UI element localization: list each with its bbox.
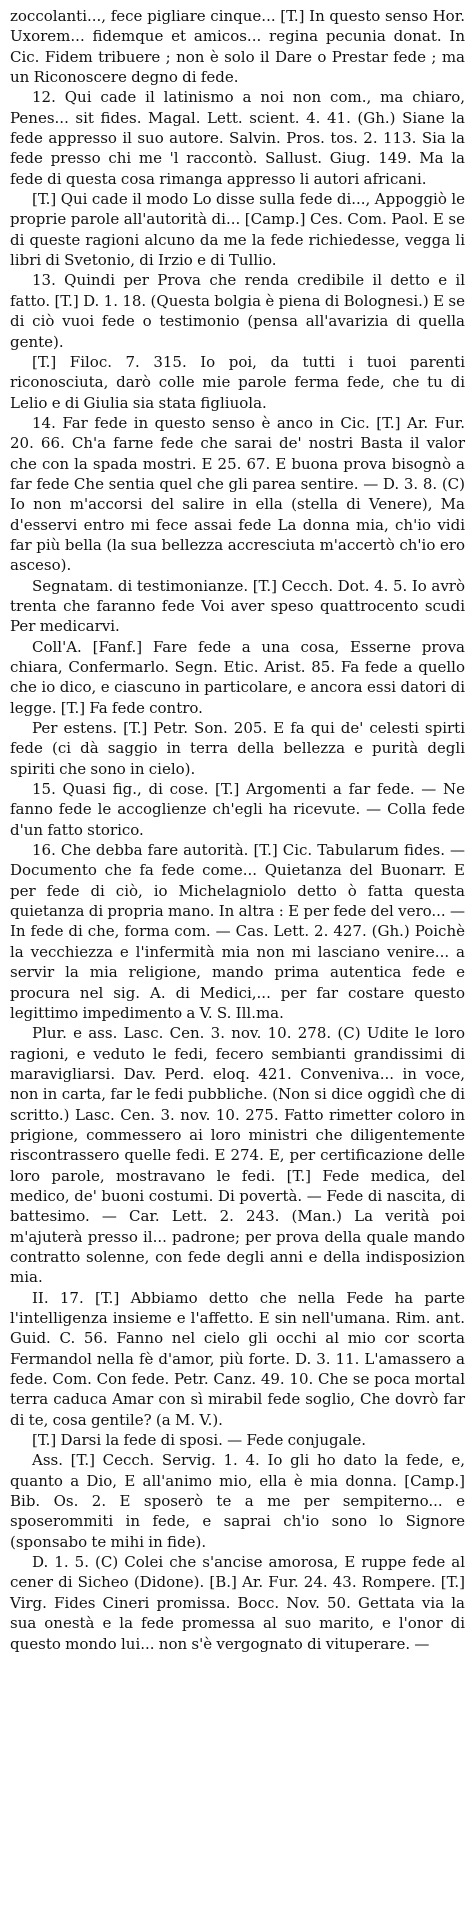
- entry-paragraph: [T.] Qui cade il modo Lo disse sulla fede di..., Appoggiò le proprie parole all'autorità di... [Camp.] Ces. Com. Paol. E se di queste ragioni alcuno da me la fede richiedesse, vegga li libri di Svetonio, di Irzio e di Tullio.: [10, 190, 465, 270]
- dictionary-column: [10, 6, 465, 1654]
- entry-paragraph: Plur. e ass. Lasc. Cen. 3. nov. 10. 278. (C) Udite le loro ragioni, e veduto le fedi, fecero sembianti grandissimi di maravigliarsi. Dav. Perd. eloq. 421. Conveniva... in voce, non in carta, far le fedi pubbliche. (Non si dice oggidì che di scritto.) Lasc. Cen. 3. nov. 10. 275. Fatto rimetter coloro in prigione, commessero ai loro ministri che diligentemente riscontrassero quelle fedi. E 274. E, per certificazione delle loro parole, mostravano le fedi. [T.] Fede medica, del medico, de' buoni costumi. Di povertà. — Fede di nascita, di battesimo. — Car. Lett. 2. 243. (Man.) La verità poi m'ajuterà presso il... padrone; per prova della quale mando contratto solenne, con fede degli anni e della indisposizion mia.: [10, 1024, 465, 1287]
- entry-paragraph: Segnatam. di testimonianze. [T.] Cecch. Dot. 4. 5. Io avrò trenta che faranno fede Voi aver speso quattrocento scudi Per medicarvi.: [10, 576, 465, 636]
- entry-paragraph: D. 1. 5. (C) Colei che s'ancise amorosa, E ruppe fede al cener di Sicheo (Didone). [B.] Ar. Fur. 24. 43. Rompere. [T.] Virg. Fides Cineri promissa. Bocc. Nov. 50. Gettata via la sua onestà e la fede promessa al suo marito, e l'onor di questo mondo lui... non s'è vergognato di vituperare. —: [10, 1553, 465, 1653]
- entry-paragraph: zoccolanti..., fece pigliare cinque... [T.] In questo senso Hor. Uxorem... fidemque et amicos... regina pecunia donat. In Cic. Fidem tribuere ; non è solo il Dare o Prestar fede ; ma un Riconoscere degno di fede.: [10, 7, 465, 87]
- entry-paragraph: 15. Quasi fig., di cose. [T.] Argomenti a far fede. — Ne fanno fede le accoglienze ch'egli ha ricevute. — Colla fede d'un fatto storico.: [10, 780, 465, 839]
- entry-paragraph: II. 17. [T.] Abbiamo detto che nella Fede ha parte l'intelligenza insieme e l'affetto. E sin nell'umana. Rim. ant. Guid. C. 56. Fanno nel cielo gli occhi al mio cor scorta Fermandol nella fè d'amor, più forte. D. 3. 11. L'amassero a fede. Com. Con fede. Petr. Canz. 49. 10. Che se poca mortal terra caduca Amar con sì mirabil fede soglio, Che dovrò far di te, cosa gentile? (a M. V.).: [10, 1288, 465, 1429]
- entry-paragraph: Per estens. [T.] Petr. Son. 205. E fa qui de' celesti spirti fede (ci dà saggio in terra della bellezza e purità degli spiriti che sono in cielo).: [10, 719, 465, 778]
- entry-paragraph: 13. Quindi per Prova che renda credibile il detto e il fatto. [T.] D. 1. 18. (Questa bolgia è piena di Bolognesi.) E se di ciò vuoi fede o testimonio (pensa all'avarizia di quella gente).: [10, 271, 465, 351]
- entry-paragraph: 16. Che debba fare autorità. [T.] Cic. Tabularum fides. — Documento che fa fede come... Quietanza del Buonarr. E per fede di ciò, io Michelagniolo detto ò fatta questa quietanza di propria mano. In altra : E per fede del vero... — In fede di che, forma com. — Cas. Lett. 2. 427. (Gh.) Poichè la vecchiezza e l'infermità mia non mi lasciano venire... a servir la mia religione, mando prima autentica fede e procura nel sig. A. di Medici,... per far costare questo legittimo impedimento a V. S. Ill.ma.: [10, 841, 465, 1022]
- entry-paragraph: Ass. [T.] Cecch. Servig. 1. 4. Io gli ho dato la fede, e, quanto a Dio, E all'animo mio, ella è mia donna. [Camp.] Bib. Os. 2. E sposerò te a me per sempiterno... e sposerommiti in fede, e saprai ch'io sono lo Signore (sponsabo te mihi in fide).: [10, 1451, 465, 1551]
- entry-paragraph: Coll'A. [Fanf.] Fare fede a una cosa, Esserne prova chiara, Confermarlo. Segn. Etic. Arist. 85. Fa fede a quello che io dico, e ciascuno in particolare, e ancora essi datori di legge. [T.] Fa fede contro.: [10, 637, 465, 717]
- entry-paragraph: [T.] Darsi la fede di sposi. — Fede conjugale.: [32, 1431, 367, 1450]
- entry-paragraph: 12. Qui cade il latinismo a noi non com., ma chiaro, Penes... sit fides. Magal. Lett. scient. 4. 41. (Gh.) Siane la fede appresso il suo autore. Salvin. Pros. tos. 2. 113. Sia la fede presso chi me 'l raccontò. Sallust. Giug. 149. Ma la fede di questa cosa rimanga appresso li autori africani.: [10, 88, 465, 188]
- entry-paragraph: [T.] Filoc. 7. 315. Io poi, da tutti i tuoi parenti riconosciuta, darò colle mie parole ferma fede, che tu di Lelio e di Giulia sia stata figliuola.: [10, 352, 465, 412]
- entry-paragraph: 14. Far fede in questo senso è anco in Cic. [T.] Ar. Fur. 20. 66. Ch'a farne fede che sarai de' nostri Basta il valor che con la spada mostri. E 25. 67. E buona prova bisognò a far fede Che sentia quel che gli parea sentire. — D. 3. 8. (C) Io non m'accorsi del salire in ella (stella di Venere), Ma d'esservi entro mi fece assai fede La donna mia, ch'io vidi far più bella (la sua bellezza accresciuta m'accertò ch'io ero asceso).: [10, 413, 465, 575]
